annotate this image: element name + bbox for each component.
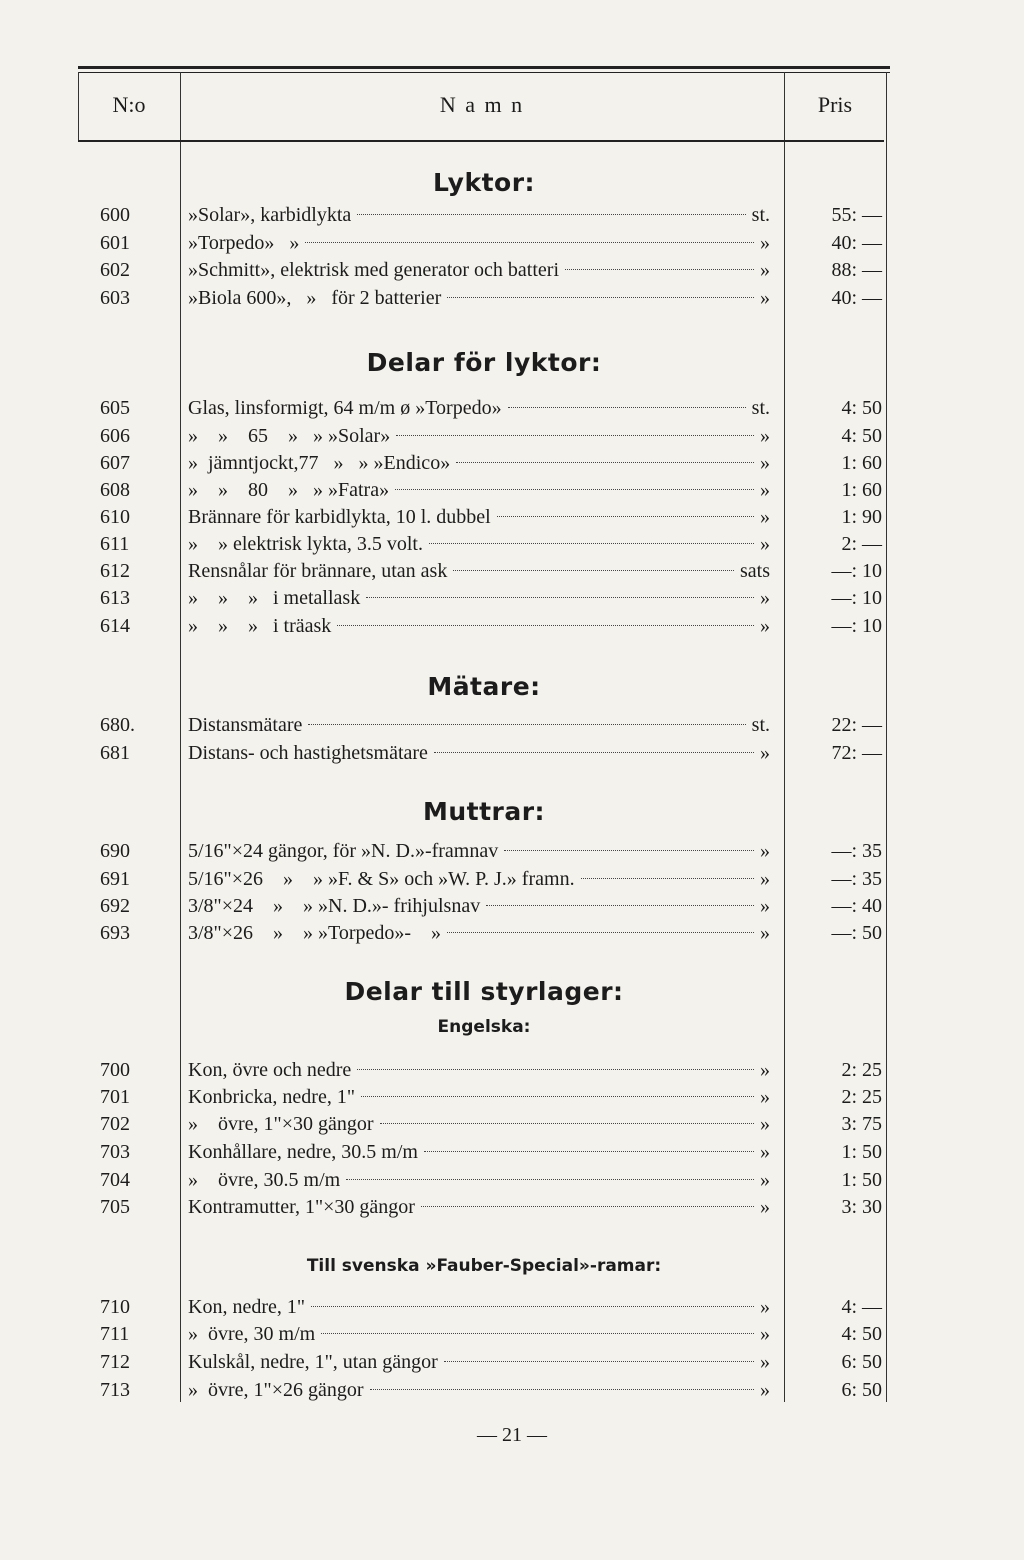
item-name-cell (188, 257, 770, 284)
table-row (0, 230, 1024, 257)
item-name-cell (188, 395, 770, 422)
table-row (0, 920, 1024, 947)
item-number: 692 (100, 895, 130, 917)
item-name-cell (188, 893, 770, 920)
item-unit: » (760, 479, 770, 501)
item-unit: » (760, 452, 770, 474)
table-row (0, 1321, 1024, 1348)
table-row (0, 1057, 1024, 1084)
item-name-cell (188, 230, 770, 257)
dot-leader (486, 905, 754, 906)
item-name-cell (188, 1349, 770, 1376)
item-unit: st. (751, 397, 770, 419)
table-row (0, 1377, 1024, 1404)
table-row (0, 1139, 1024, 1166)
item-name-cell (188, 740, 770, 767)
section-subtitle: Till svenska »Fauber-Special»-ramar: (306, 1256, 662, 1276)
item-name: 3/8"×24 » » »N. D.»- frihjulsnav (188, 895, 481, 917)
dot-leader (337, 625, 754, 626)
item-unit: » (760, 840, 770, 862)
item-name: Kontramutter, 1"×30 gängor (188, 1196, 415, 1218)
table-row (0, 1194, 1024, 1221)
item-name-cell (188, 712, 770, 739)
item-number: 711 (100, 1323, 130, 1345)
dot-leader (508, 407, 746, 408)
item-unit: » (760, 868, 770, 890)
item-price: 4: 50 (841, 425, 882, 447)
item-price: 1: 60 (841, 479, 882, 501)
item-unit: » (760, 587, 770, 609)
item-name-cell (188, 585, 770, 612)
dot-leader (346, 1179, 754, 1180)
item-name: » övre, 30.5 m/m (188, 1169, 341, 1191)
item-number: 605 (100, 397, 130, 419)
item-price: 4: — (841, 1296, 882, 1318)
item-name: » övre, 30 m/m (188, 1323, 316, 1345)
item-name-cell (188, 477, 770, 504)
item-name: Glas, linsformigt, 64 m/m ø »Torpedo» (188, 397, 502, 419)
item-unit: st. (751, 204, 770, 226)
top-rule (78, 66, 890, 69)
item-name: » » 80 » » »Fatra» (188, 479, 390, 501)
table-row (0, 613, 1024, 640)
item-number: 603 (100, 287, 130, 309)
item-name: » » » i träask (188, 615, 332, 637)
dot-leader (424, 1151, 754, 1152)
dot-leader (497, 516, 754, 517)
top-rule-thin (78, 72, 890, 73)
item-price: 40: — (831, 232, 882, 254)
item-unit: » (760, 1169, 770, 1191)
table-row (0, 1349, 1024, 1376)
item-unit: » (760, 1196, 770, 1218)
item-unit: » (760, 1323, 770, 1345)
table-row (0, 450, 1024, 477)
item-price: 6: 50 (841, 1351, 882, 1373)
item-number: 610 (100, 506, 130, 528)
item-unit: » (760, 1086, 770, 1108)
item-unit: » (760, 1296, 770, 1318)
dot-leader (453, 570, 734, 571)
item-unit: » (760, 1059, 770, 1081)
item-price: 2: 25 (841, 1059, 882, 1081)
dot-leader (447, 932, 754, 933)
item-number: 606 (100, 425, 130, 447)
table-row (0, 866, 1024, 893)
item-price: 1: 60 (841, 452, 882, 474)
table-row (0, 504, 1024, 531)
item-name: » » » i metallask (188, 587, 361, 609)
item-price: —: 35 (831, 840, 882, 862)
item-name: Brännare för karbidlykta, 10 l. dubbel (188, 506, 491, 528)
item-name-cell (188, 1167, 770, 1194)
item-name: Distansmätare (188, 714, 303, 736)
item-unit: » (760, 615, 770, 637)
item-name: Konbricka, nedre, 1" (188, 1086, 355, 1108)
table-row (0, 423, 1024, 450)
item-price: 1: 50 (841, 1141, 882, 1163)
table-row (0, 585, 1024, 612)
item-name: Rensnålar för brännare, utan ask (188, 560, 448, 582)
dot-leader (444, 1361, 754, 1362)
item-price: 4: 50 (841, 397, 882, 419)
item-name-cell (188, 1377, 770, 1404)
item-number: 713 (100, 1379, 130, 1401)
item-name-cell (188, 838, 770, 865)
section-title: Mätare: (427, 672, 541, 701)
item-name: »Schmitt», elektrisk med generator och batteri (188, 259, 559, 281)
item-number: 691 (100, 868, 130, 890)
item-number: 705 (100, 1196, 130, 1218)
header-name: N a m n (439, 92, 525, 117)
item-name-cell (188, 1084, 770, 1111)
item-name: Konhållare, nedre, 30.5 m/m (188, 1141, 418, 1163)
header-rule (78, 140, 884, 142)
item-price: 3: 30 (841, 1196, 882, 1218)
table-row (0, 740, 1024, 767)
section-subtitle: Engelska: (437, 1017, 531, 1037)
dot-leader (311, 1306, 754, 1307)
item-number: 611 (100, 533, 130, 555)
item-name: » jämntjockt,77 » » »Endico» (188, 452, 451, 474)
dot-leader (366, 597, 754, 598)
page-number: — 21 — (477, 1424, 547, 1446)
item-price: —: 35 (831, 868, 882, 890)
item-number: 690 (100, 840, 130, 862)
item-unit: » (760, 1379, 770, 1401)
dot-leader (434, 752, 754, 753)
table-row (0, 1111, 1024, 1138)
item-price: —: 10 (831, 587, 882, 609)
item-unit: » (760, 1113, 770, 1135)
item-price: —: 10 (831, 560, 882, 582)
item-number: 702 (100, 1113, 130, 1135)
item-unit: st. (751, 714, 770, 736)
item-number: 681 (100, 742, 130, 764)
table-row (0, 1084, 1024, 1111)
table-row (0, 1294, 1024, 1321)
item-name: 3/8"×26 » » »Torpedo»- » (188, 922, 442, 944)
item-unit: » (760, 259, 770, 281)
item-name: » » 65 » » »Solar» (188, 425, 391, 447)
section-title: Delar för lyktor: (366, 348, 602, 377)
item-name-cell (188, 1057, 770, 1084)
item-number: 602 (100, 259, 130, 281)
dot-leader (456, 462, 754, 463)
item-unit: » (760, 922, 770, 944)
item-price: 6: 50 (841, 1379, 882, 1401)
item-name-cell (188, 613, 770, 640)
dot-leader (447, 297, 754, 298)
item-name: » » elektrisk lykta, 3.5 volt. (188, 533, 423, 555)
header-price: Pris (817, 92, 853, 117)
dot-leader (305, 242, 754, 243)
item-number: 612 (100, 560, 130, 582)
dot-leader (308, 724, 745, 725)
item-price: 22: — (831, 714, 882, 736)
item-price: 3: 75 (841, 1113, 882, 1135)
item-price: 40: — (831, 287, 882, 309)
table-row (0, 1167, 1024, 1194)
item-price: 1: 90 (841, 506, 882, 528)
dot-leader (370, 1389, 754, 1390)
item-number: 607 (100, 452, 130, 474)
item-name-cell (188, 866, 770, 893)
item-price: 2: 25 (841, 1086, 882, 1108)
item-price: 1: 50 (841, 1169, 882, 1191)
item-name-cell (188, 504, 770, 531)
item-name: 5/16"×24 gängor, för »N. D.»-framnav (188, 840, 499, 862)
item-number: 710 (100, 1296, 130, 1318)
item-name-cell (188, 285, 770, 312)
item-price: 72: — (831, 742, 882, 764)
item-unit: » (760, 533, 770, 555)
item-unit: » (760, 506, 770, 528)
item-unit: sats (740, 560, 770, 582)
item-name: Kon, nedre, 1" (188, 1296, 306, 1318)
table-row (0, 531, 1024, 558)
item-unit: » (760, 742, 770, 764)
dot-leader (504, 850, 754, 851)
item-name-cell (188, 1321, 770, 1348)
item-unit: » (760, 1351, 770, 1373)
item-number: 613 (100, 587, 130, 609)
item-price: —: 50 (831, 922, 882, 944)
item-number: 680. (100, 714, 135, 736)
item-price: 4: 50 (841, 1323, 882, 1345)
item-unit: » (760, 232, 770, 254)
item-name-cell (188, 558, 770, 585)
item-name-cell (188, 450, 770, 477)
item-unit: » (760, 425, 770, 447)
item-name: »Solar», karbidlykta (188, 204, 352, 226)
dot-leader (581, 878, 754, 879)
dot-leader (421, 1206, 754, 1207)
item-price: —: 40 (831, 895, 882, 917)
item-name-cell (188, 1111, 770, 1138)
dot-leader (321, 1333, 754, 1334)
table-row (0, 395, 1024, 422)
item-price: 2: — (841, 533, 882, 555)
dot-leader (357, 1069, 754, 1070)
item-name: » övre, 1"×30 gängor (188, 1113, 374, 1135)
dot-leader (429, 543, 754, 544)
item-number: 601 (100, 232, 130, 254)
section-title: Delar till styrlager: (344, 977, 624, 1006)
dot-leader (565, 269, 754, 270)
item-number: 703 (100, 1141, 130, 1163)
item-name-cell (188, 920, 770, 947)
dot-leader (395, 489, 754, 490)
item-number: 704 (100, 1169, 130, 1191)
item-price: 55: — (831, 204, 882, 226)
item-price: —: 10 (831, 615, 882, 637)
section-title: Muttrar: (422, 797, 546, 826)
table-row (0, 712, 1024, 739)
item-number: 608 (100, 479, 130, 501)
item-name: » övre, 1"×26 gängor (188, 1379, 364, 1401)
item-number: 701 (100, 1086, 130, 1108)
item-name-cell (188, 202, 770, 229)
item-number: 600 (100, 204, 130, 226)
item-name: Kon, övre och nedre (188, 1059, 352, 1081)
table-row (0, 558, 1024, 585)
table-row (0, 477, 1024, 504)
table-row (0, 202, 1024, 229)
item-unit: » (760, 895, 770, 917)
dot-leader (396, 435, 754, 436)
item-number: 700 (100, 1059, 130, 1081)
item-name-cell (188, 1194, 770, 1221)
dot-leader (361, 1096, 754, 1097)
item-name-cell (188, 531, 770, 558)
item-unit: » (760, 1141, 770, 1163)
table-row (0, 838, 1024, 865)
table-row (0, 257, 1024, 284)
item-price: 88: — (831, 259, 882, 281)
item-number: 712 (100, 1351, 130, 1373)
dot-leader (380, 1123, 754, 1124)
item-name: Kulskål, nedre, 1", utan gängor (188, 1351, 438, 1373)
table-row (0, 285, 1024, 312)
item-name-cell (188, 423, 770, 450)
item-name: Distans- och hastighetsmätare (188, 742, 428, 764)
item-name-cell (188, 1139, 770, 1166)
section-title: Lyktor: (432, 168, 536, 197)
header-no: N:o (112, 92, 146, 117)
item-name: 5/16"×26 » » »F. & S» och »W. P. J.» framn. (188, 868, 575, 890)
dot-leader (357, 214, 745, 215)
item-number: 614 (100, 615, 130, 637)
item-unit: » (760, 287, 770, 309)
item-name: »Biola 600», » för 2 batterier (188, 287, 442, 309)
item-name-cell (188, 1294, 770, 1321)
item-number: 693 (100, 922, 130, 944)
table-row (0, 893, 1024, 920)
item-name: »Torpedo» » (188, 232, 300, 254)
